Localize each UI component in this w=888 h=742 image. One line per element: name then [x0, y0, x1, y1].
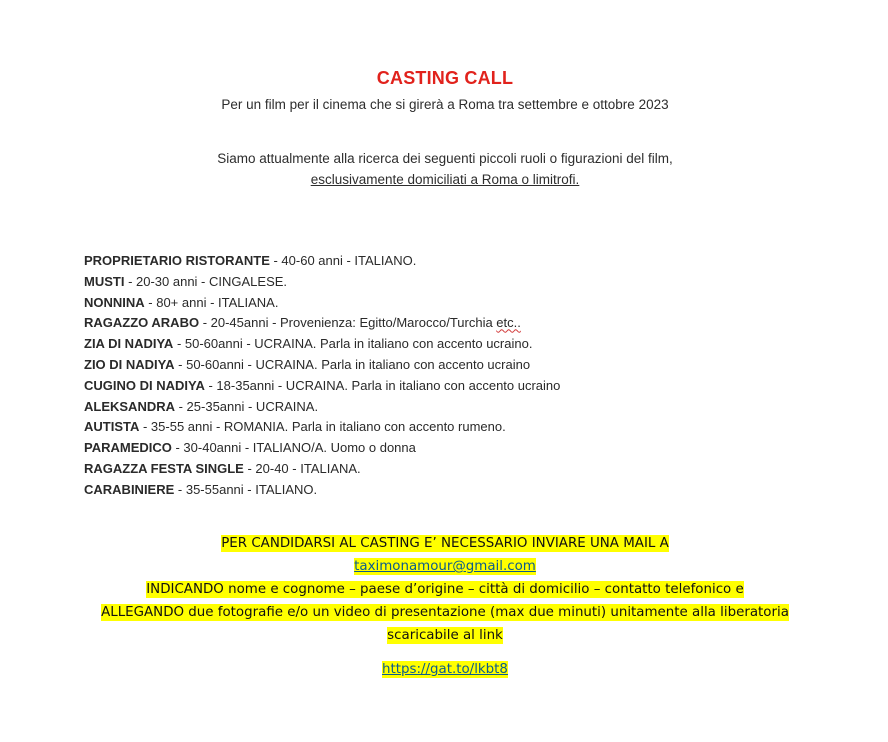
role-item — [84, 251, 784, 272]
application-attachments: ALLEGANDO due fotografie e/o un video di presentazione (max due minuti) unitamente alla liberatoria — [101, 605, 789, 620]
role-name: RAGAZZA FESTA SINGLE — [84, 460, 244, 476]
spellcheck-underlined-text: etc.. — [496, 315, 521, 331]
role-item — [84, 480, 784, 501]
application-line — [0, 533, 888, 555]
application-line — [0, 602, 888, 624]
role-details: - 50-60anni - UCRAINA. Parla in italiano con accento ucraino. — [173, 336, 533, 352]
role-details: - 35-55 anni - ROMANIA. Parla in italiano con accento rumeno. — [139, 419, 506, 435]
role-item — [84, 417, 784, 438]
role-details: - 25-35anni - UCRAINA. — [175, 398, 319, 414]
application-download-text: scaricabile al link — [387, 628, 503, 643]
role-details: - 80+ anni - ITALIANA. — [144, 294, 279, 310]
role-name: ALEKSANDRA — [84, 398, 175, 414]
role-name: NONNINA — [84, 294, 145, 310]
role-name: PARAMEDICO — [84, 440, 172, 456]
intro-requirement — [0, 172, 888, 187]
role-item — [84, 334, 784, 355]
application-requirements: INDICANDO nome e cognome – paese d’origine – città di domicilio – contatto telefonico e — [146, 582, 744, 597]
role-details: - 18-35anni - UCRAINA. Parla in italiano con accento ucraino — [204, 377, 561, 393]
role-name: ZIO DI NADIYA — [84, 356, 175, 372]
role-details: - 50-60anni - UCRAINA. Parla in italiano con accento ucraino — [174, 356, 531, 372]
role-details: - 20-45anni - Provenienza: Egitto/Marocco/Turchia — [199, 315, 497, 331]
email-line — [0, 556, 888, 578]
application-line — [0, 625, 888, 647]
role-name: RAGAZZO ARABO — [84, 315, 200, 331]
document-title: CASTING CALL — [376, 68, 514, 88]
download-link-line — [0, 659, 888, 681]
role-item — [84, 293, 784, 314]
role-item — [84, 313, 784, 334]
email-link[interactable]: taximonamour@gmail.com — [354, 559, 536, 574]
application-line — [0, 579, 888, 601]
role-name: AUTISTA — [84, 419, 140, 435]
intro-text: Siamo attualmente alla ricerca dei seguenti piccoli ruoli o figurazioni del film, — [217, 151, 673, 166]
role-name: PROPRIETARIO RISTORANTE — [84, 253, 270, 268]
role-item — [84, 376, 784, 397]
role-item — [84, 355, 784, 376]
role-item — [84, 459, 784, 480]
document-subtitle: Per un film per il cinema che si girerà a Roma tra settembre e ottobre 2023 — [221, 97, 669, 112]
role-item — [84, 438, 784, 459]
role-name: CUGINO DI NADIYA — [84, 377, 205, 393]
role-details: - 20-30 anni - CINGALESE. — [124, 273, 288, 289]
role-name: CARABINIERE — [84, 481, 175, 497]
role-name: MUSTI — [84, 273, 125, 289]
role-item — [84, 397, 784, 418]
intro-requirement-text: esclusivamente domiciliati a Roma o limitrofi. — [310, 172, 580, 187]
role-item — [84, 272, 784, 293]
application-instruction: PER CANDIDARSI AL CASTING E’ NECESSARIO INVIARE UNA MAIL A — [221, 536, 669, 551]
role-details: - 20-40 - ITALIANA. — [243, 460, 361, 476]
download-link[interactable]: https://gat.to/lkbt8 — [382, 662, 508, 677]
roles-list — [84, 251, 784, 501]
role-name: ZIA DI NADIYA — [84, 336, 174, 352]
role-details: - 40-60 anni - ITALIANO. — [269, 253, 417, 268]
role-details: - 30-40anni - ITALIANO/A. Uomo o donna — [171, 440, 416, 456]
role-details: - 35-55anni - ITALIANO. — [174, 481, 318, 497]
